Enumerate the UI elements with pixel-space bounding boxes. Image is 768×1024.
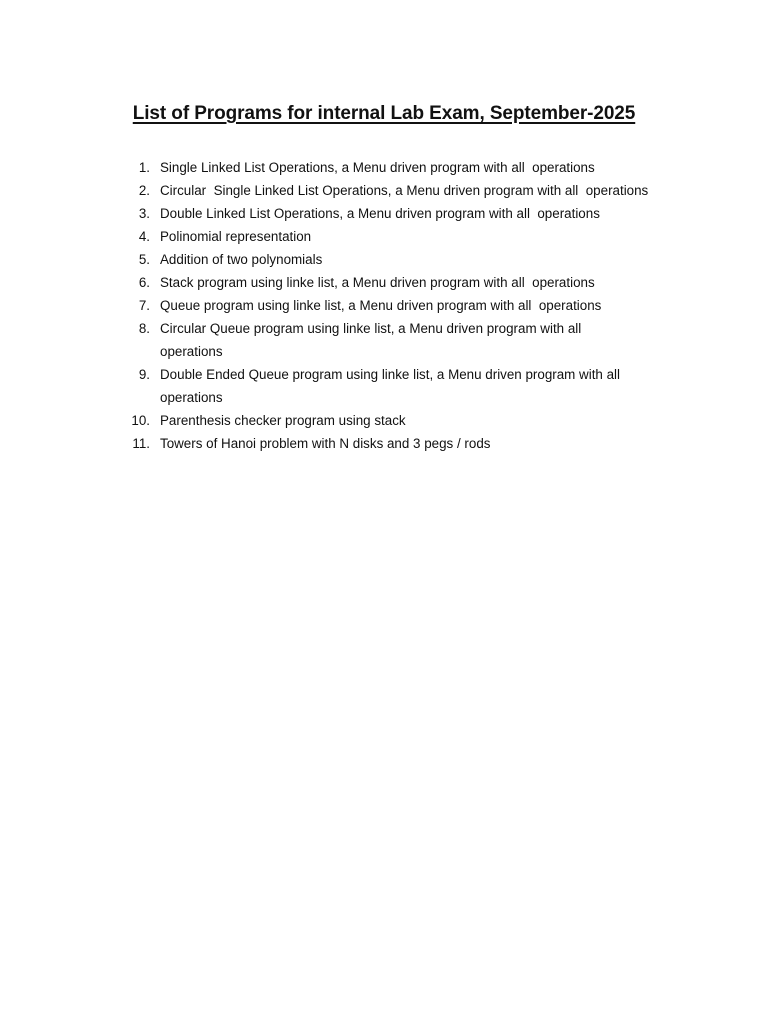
item-text: Polinomial representation xyxy=(160,229,312,244)
item-number: 8. xyxy=(138,321,150,336)
list-item xyxy=(0,156,650,179)
item-number: 11. xyxy=(132,436,150,451)
list-item xyxy=(0,294,650,317)
list-item xyxy=(0,271,650,294)
item-text: Single Linked List Operations, a Menu driven program with all operations xyxy=(160,160,595,175)
item-number: 7. xyxy=(138,298,150,313)
list-item xyxy=(0,179,650,202)
item-text: Circular Queue program using linke list, a Menu driven program with all operations xyxy=(160,321,589,359)
item-number: 6. xyxy=(138,275,150,290)
list-item xyxy=(0,409,650,432)
item-text: Double Ended Queue program using linke list, a Menu driven program with all operations xyxy=(160,367,624,405)
item-text: Towers of Hanoi problem with N disks and 3 pegs / rods xyxy=(160,436,491,451)
list-item xyxy=(0,248,650,271)
list-item xyxy=(0,363,650,409)
item-number: 5. xyxy=(138,252,150,267)
list-item xyxy=(0,432,650,455)
item-text: Double Linked List Operations, a Menu driven program with all operations xyxy=(160,206,600,221)
item-text: Addition of two polynomials xyxy=(160,252,323,267)
item-number: 1. xyxy=(138,160,150,175)
item-number: 3. xyxy=(138,206,150,221)
list-item xyxy=(0,202,650,225)
item-text: Queue program using linke list, a Menu driven program with all operations xyxy=(160,298,602,313)
item-number: 2. xyxy=(138,183,150,198)
item-text: Parenthesis checker program using stack xyxy=(160,413,406,428)
list-item xyxy=(0,317,650,363)
document-title: List of Programs for internal Lab Exam, September-2025 xyxy=(132,103,636,124)
item-text: Circular Single Linked List Operations, a Menu driven program with all operations xyxy=(160,183,649,198)
item-number: 4. xyxy=(138,229,150,244)
list-item xyxy=(0,225,650,248)
program-list xyxy=(0,156,768,455)
item-number: 9. xyxy=(138,367,150,382)
item-number: 10. xyxy=(131,413,150,428)
item-text: Stack program using linke list, a Menu driven program with all operations xyxy=(160,275,595,290)
